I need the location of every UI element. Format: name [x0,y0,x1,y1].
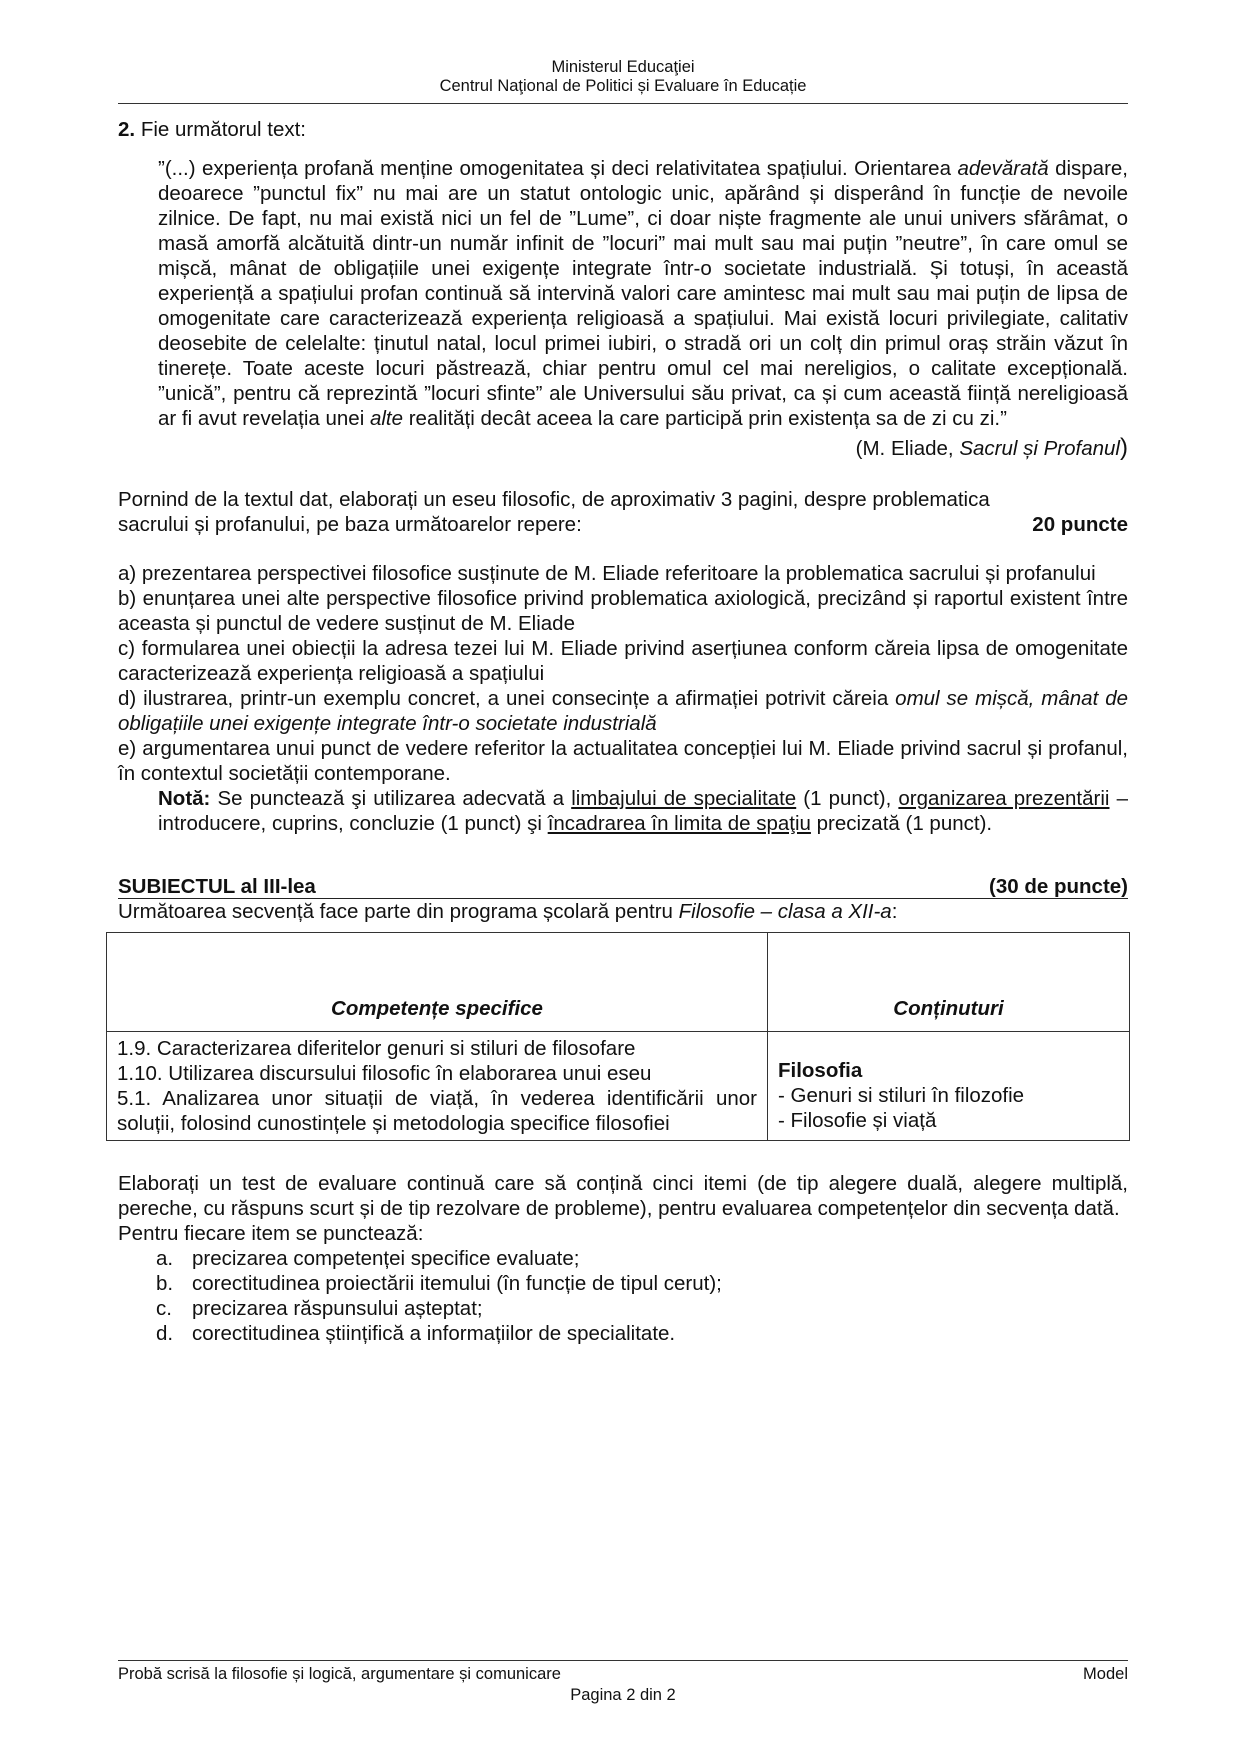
essay-points: 20 puncte [1032,513,1128,536]
competences-header: Competențe specifice [107,933,768,1032]
quote-segment: dispare, deoarece ”punctul fix” nu mai are un statut ontologic unic, apărând și disperând în funcție de nevoile zilnice. De fapt, nu mai există nici un fel de ”Lume”, ci doar niște fragmente ale unui univers sfărâmat, o masă amorfă alcătuită dintr-un număr infinit de ”locuri” mai mult sau mai puțin ”neutre”, în care omul se mișcă, mânat de obligațiile unei exigențe integrate într-o societate industrială. Și totuși, în această experiență a spațiului profan continuă să intervină valori care amintesc mai mult sau mai puțin de lipsa de omogenitate care caracterizează experiența religioasă a spațiului. Mai există locuri privilegiate, calitativ deosebite de celelalte: ținutul natal, locul primei iubiri, o stradă ori un colț din primul oraș străin văzut în tinerețe. Toate aceste locuri păstrează, chiar pentru omul cel mai nereligios, o calitate excepțională. ”unică”, pentru că reprezintă ”locuri sfinte” ale Universului său privat, ca și cum această ființă nereligioasă ar fi avut revelația unei [158,157,1128,430]
citation [118,435,1128,461]
note-underline-2: organizarea prezentării [898,787,1110,810]
subject-3-title: SUBIECTUL al III-lea [118,875,316,898]
content-title: Filosofia [778,1059,863,1082]
scoring-intro: Pentru fiecare item se punctează: [118,1222,424,1245]
requirement-b: b) enunțarea unei alte perspective filosofice privind problematica axiologică, precizând și raportul existent între aceasta și punctul de vedere susținut de M. Eliade [118,587,1128,635]
list-text: corectitudinea proiectării itemului (în funcție de tipul cerut); [192,1272,722,1295]
list-text: precizarea competenței specifice evaluate; [192,1247,580,1270]
note-underline-1: limbajului de specialitate [571,787,797,810]
page-header [118,58,1128,96]
citation-prefix: (M. Eliade, [855,437,960,460]
subject-3-task: Elaborați un test de evaluare continuă care să conțină cinci itemi (de tip alegere duală, alegere multiplă, pereche, cu răspuns scurt și de tip rezolvare de probleme), pentru evaluarea competențelor din secvența dată. [118,1172,1128,1220]
footer-model: Model [1083,1665,1128,1683]
note-text-3: – introducere, cuprins, concluzie (1 punct) şi [158,787,1128,835]
note-label: Notă: [158,787,211,810]
curriculum-table [106,932,1130,1141]
quote-segment: realități decât aceea la care participă prin existența sa de zi cu zi.” [403,407,1007,430]
header-center: Centrul Naţional de Politici și Evaluare în Educație [439,77,807,95]
list-letter: d. [156,1322,174,1345]
subject-3-intro [118,899,1128,924]
list-letter: a. [156,1247,174,1270]
note-text-1: Se punctează şi utilizarea adecvată a [210,787,572,810]
note-underline-3: încadrarea în limita de spaţiu [547,812,811,835]
subject-3-heading [118,876,1128,899]
quoted-text [118,156,1128,431]
page-content [118,117,1128,1346]
list-item [156,1246,1128,1271]
content-item-2: - Filosofie și viață [778,1109,937,1132]
page-number: Pagina 2 din 2 [570,1686,676,1704]
question-intro-text: Fie următorul text: [140,118,307,141]
table-row [107,1032,1130,1141]
list-item [156,1271,1128,1296]
essay-task [118,487,1128,537]
header-divider [118,103,1128,104]
competence-5-1: 5.1. Analizarea unor situații de viață, în vederea identificării unor soluții, folosind cunostințele și metodologia specifice filosofiei [117,1087,757,1135]
content-item-1: - Genuri si stiluri în filozofie [778,1084,1025,1107]
list-text: precizarea răspunsului așteptat; [192,1297,483,1320]
list-item [156,1321,1128,1346]
page-footer [118,1664,1128,1706]
footer-divider [118,1660,1128,1661]
requirement-d-italic: omul se mișcă, mânat de obligațiile unei exigențe integrate într-o societate industrială [118,687,1129,735]
note-text-4: precizată (1 punct). [810,812,993,835]
table-header-row [107,933,1130,1032]
requirement-e: e) argumentarea unui punct de vedere referitor la actualitatea concepției lui M. Eliade privind sacrul și profanul, în contextul societății contemporane. [118,737,1128,785]
intro-italic: Filosofie – clasa a XII-a [678,900,892,923]
requirement-a: a) prezentarea perspectivei filosofice susținute de M. Eliade referitoare la problematica sacrului și profanului [118,562,1096,585]
competences-cell [107,1032,768,1141]
essay-task-line-2: sacrului și profanului, pe baza următoarelor repere: [118,513,582,536]
intro-text: Următoarea secvență face parte din programa școlară pentru [118,900,679,923]
question-2-intro [118,117,1128,142]
scoring-list [118,1246,1128,1346]
contents-header: Conținuturi [768,933,1130,1032]
list-item [156,1296,1128,1321]
requirement-d [118,686,1128,736]
intro-end: : [891,900,898,923]
quote-emphasis: adevărată [957,157,1049,180]
essay-task-line-1: Pornind de la textul dat, elaborați un eseu filosofic, de aproximativ 3 pagini, despre problematica [118,488,990,511]
header-ministry: Ministerul Educaţiei [551,58,695,76]
list-letter: c. [156,1297,172,1320]
subject-3-points: (30 de puncte) [989,875,1128,898]
competence-1-10: 1.10. Utilizarea discursului filosofic în elaborarea unui eseu [117,1062,652,1085]
quote-emphasis: alte [369,407,404,430]
quote-segment: ”(...) experiența profană menține omogenitatea și deci relativitatea spațiului. Orientarea [158,157,958,180]
grading-note [118,786,1128,836]
requirement-d-text: d) ilustrarea, printr-un exemplu concret, a unei consecințe a afirmației potrivit căreia [118,687,896,710]
note-text-2: (1 punct), [796,787,899,810]
citation-title: Sacrul și Profanul [959,437,1120,460]
list-text: corectitudinea științifică a informațiilor de specialitate. [192,1322,676,1345]
question-number: 2. [118,118,136,141]
contents-cell [768,1032,1130,1141]
list-letter: b. [156,1272,174,1295]
essay-requirements [118,561,1128,836]
footer-exam-name: Probă scrisă la filosofie și logică, argumentare și comunicare [118,1665,561,1683]
competence-1-9: 1.9. Caracterizarea diferitelor genuri si stiluri de filosofare [117,1037,636,1060]
citation-suffix: ) [1120,434,1128,461]
requirement-c: c) formularea unei obiecții la adresa tezei lui M. Eliade privind aserțiunea conform căreia lipsa de omogenitate caracterizează experiența religioasă a spațiului [118,637,1128,685]
